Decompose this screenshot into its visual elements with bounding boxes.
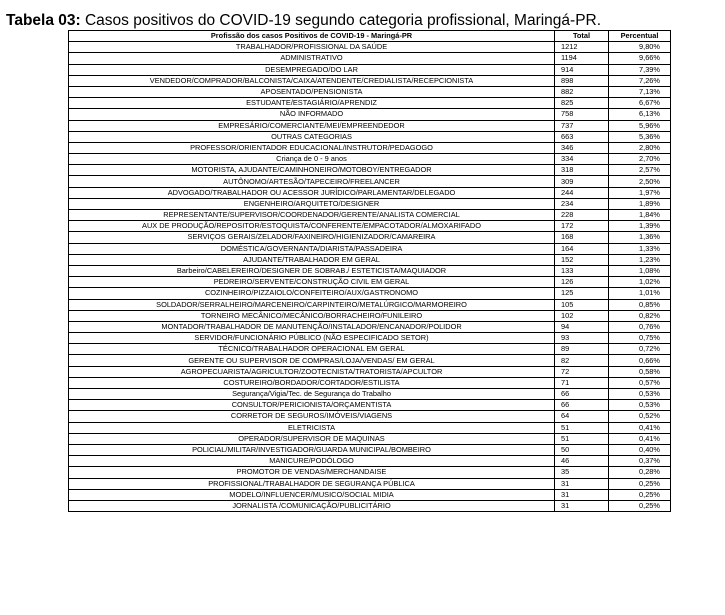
table-row (69, 355, 671, 366)
table-header-row (69, 31, 671, 42)
covid-cases-by-profession-table (68, 30, 671, 512)
table-row (69, 187, 671, 198)
total-cell: 758 (555, 109, 609, 120)
table-row (69, 109, 671, 120)
percent-cell: 7,26% (609, 75, 671, 86)
table-row (69, 98, 671, 109)
table-row (69, 288, 671, 299)
table-row (69, 64, 671, 75)
table-row (69, 232, 671, 243)
percent-cell: 9,80% (609, 42, 671, 53)
percent-cell: 0,72% (609, 344, 671, 355)
percent-cell: 9,66% (609, 53, 671, 64)
total-cell: 105 (555, 299, 609, 310)
profession-cell: TRABALHADOR/PROFISSIONAL DA SAÚDE (69, 42, 555, 53)
table-row (69, 254, 671, 265)
table-row (69, 198, 671, 209)
profession-cell: CORRETOR DE SEGUROS/IMÓVEIS/VIAGENS (69, 411, 555, 422)
table-row (69, 377, 671, 388)
total-cell: 71 (555, 377, 609, 388)
total-cell: 234 (555, 198, 609, 209)
percent-cell: 6,67% (609, 98, 671, 109)
profession-cell: MONTADOR/TRABALHADOR DE MANUTENÇÃO/INSTALADOR/ENCANADOR/POLIDOR (69, 321, 555, 332)
profession-cell: SERVIÇOS GERAIS/ZELADOR/FAXINEIRO/HIGIENIZADOR/CAMAREIRA (69, 232, 555, 243)
percent-cell: 0,53% (609, 400, 671, 411)
profession-cell: AJUDANTE/TRABALHADOR EM GERAL (69, 254, 555, 265)
table-row (69, 42, 671, 53)
profession-cell: AUX DE PRODUÇÃO/REPOSITOR/ESTOQUISTA/CONFERENTE/EMPACOTADOR/ALMOXARIFADO (69, 221, 555, 232)
table-row (69, 176, 671, 187)
table-row (69, 165, 671, 176)
table-row (69, 422, 671, 433)
table-row (69, 299, 671, 310)
profession-cell: Segurança/Vigia/Tec. de Segurança do Trabalho (69, 389, 555, 400)
percent-cell: 0,82% (609, 310, 671, 321)
total-cell: 914 (555, 64, 609, 75)
profession-cell: COSTUREIRO/BORDADOR/CORTADOR/ESTILISTA (69, 377, 555, 388)
total-cell: 125 (555, 288, 609, 299)
total-cell: 50 (555, 444, 609, 455)
percent-cell: 0,53% (609, 389, 671, 400)
total-cell: 46 (555, 456, 609, 467)
percent-cell: 0,85% (609, 299, 671, 310)
profession-cell: ENGENHEIRO/ARQUITETO/DESIGNER (69, 198, 555, 209)
total-cell: 737 (555, 120, 609, 131)
table-row (69, 142, 671, 153)
table-row (69, 467, 671, 478)
percent-cell: 1,97% (609, 187, 671, 198)
table-row (69, 277, 671, 288)
total-cell: 72 (555, 366, 609, 377)
total-cell: 94 (555, 321, 609, 332)
profession-cell: PROMOTOR DE VENDAS/MERCHANDAISE (69, 467, 555, 478)
table-row (69, 221, 671, 232)
profession-cell: AUTÔNOMO/ARTESÃO/TAPECEIRO/FREELANCER (69, 176, 555, 187)
table-title: Casos positivos do COVID-19 segundo categoria profissional, Maringá-PR. (80, 12, 602, 29)
table-row (69, 489, 671, 500)
percent-cell: 1,08% (609, 265, 671, 276)
table-row (69, 444, 671, 455)
total-cell: 133 (555, 265, 609, 276)
percent-cell: 0,41% (609, 433, 671, 444)
table-row (69, 344, 671, 355)
profession-cell: PEDREIRO/SERVENTE/CONSTRUÇÃO CIVIL EM GERAL (69, 277, 555, 288)
total-cell: 31 (555, 489, 609, 500)
table-row (69, 86, 671, 97)
total-cell: 89 (555, 344, 609, 355)
total-cell: 51 (555, 433, 609, 444)
percent-cell: 1,33% (609, 243, 671, 254)
total-cell: 1212 (555, 42, 609, 53)
percent-cell: 5,96% (609, 120, 671, 131)
total-cell: 152 (555, 254, 609, 265)
percent-cell: 1,02% (609, 277, 671, 288)
percent-cell: 2,50% (609, 176, 671, 187)
header-percent: Percentual (609, 31, 671, 42)
table-row (69, 456, 671, 467)
profession-cell: SOLDADOR/SERRALHEIRO/MARCENEIRO/CARPINTEIRO/METALÚRGICO/MARMOREIRO (69, 299, 555, 310)
table-row (69, 265, 671, 276)
total-cell: 663 (555, 131, 609, 142)
profession-cell: MANICURE/PODÓLOGO (69, 456, 555, 467)
table-body (69, 42, 671, 512)
profession-cell: ESTUDANTE/ESTAGIÁRIO/APRENDIZ (69, 98, 555, 109)
percent-cell: 0,25% (609, 489, 671, 500)
total-cell: 346 (555, 142, 609, 153)
profession-cell: TORNEIRO MECÂNICO/MECÂNICO/BORRACHEIRO/FUNILEIRO (69, 310, 555, 321)
total-cell: 334 (555, 154, 609, 165)
profession-cell: VENDEDOR/COMPRADOR/BALCONISTA/CAIXA/ATENDENTE/CREDIALISTA/RECEPCIONISTA (69, 75, 555, 86)
percent-cell: 0,40% (609, 444, 671, 455)
percent-cell: 0,52% (609, 411, 671, 422)
percent-cell: 0,66% (609, 355, 671, 366)
table-row (69, 210, 671, 221)
profession-cell: OPERADOR/SUPERVISOR DE MAQUINAS (69, 433, 555, 444)
profession-cell: JORNALISTA /COMUNICAÇÃO/PUBLICITÁRIO (69, 500, 555, 511)
percent-cell: 0,37% (609, 456, 671, 467)
total-cell: 64 (555, 411, 609, 422)
total-cell: 825 (555, 98, 609, 109)
table-row (69, 400, 671, 411)
total-cell: 882 (555, 86, 609, 97)
total-cell: 1194 (555, 53, 609, 64)
total-cell: 172 (555, 221, 609, 232)
profession-cell: MODELO/INFLUENCER/MUSICO/SOCIAL MIDIA (69, 489, 555, 500)
table-row (69, 389, 671, 400)
percent-cell: 0,28% (609, 467, 671, 478)
profession-cell: DESEMPREGADO/DO LAR (69, 64, 555, 75)
total-cell: 168 (555, 232, 609, 243)
table-row (69, 500, 671, 511)
percent-cell: 1,36% (609, 232, 671, 243)
table-row (69, 321, 671, 332)
percent-cell: 6,13% (609, 109, 671, 120)
table-row (69, 154, 671, 165)
percent-cell: 7,13% (609, 86, 671, 97)
table-row (69, 411, 671, 422)
header-profession: Profissão dos casos Positivos de COVID-19 - Maringá-PR (69, 31, 555, 42)
profession-cell: POLICIAL/MILITAR/INVESTIGADOR/GUARDA MUNICIPAL/BOMBEIRO (69, 444, 555, 455)
table-row (69, 75, 671, 86)
profession-cell: OUTRAS CATEGORIAS (69, 131, 555, 142)
table-row (69, 433, 671, 444)
total-cell: 31 (555, 500, 609, 511)
table-row (69, 131, 671, 142)
profession-cell: MOTORISTA, AJUDANTE/CAMINHONEIRO/MOTOBOY/ENTREGADOR (69, 165, 555, 176)
total-cell: 898 (555, 75, 609, 86)
percent-cell: 0,57% (609, 377, 671, 388)
profession-cell: AGROPECUARISTA/AGRICULTOR/ZOOTECNISTA/TRATORISTA/APCULTOR (69, 366, 555, 377)
table-row (69, 478, 671, 489)
percent-cell: 2,80% (609, 142, 671, 153)
percent-cell: 5,36% (609, 131, 671, 142)
total-cell: 66 (555, 389, 609, 400)
total-cell: 318 (555, 165, 609, 176)
total-cell: 31 (555, 478, 609, 489)
profession-cell: ADVOGADO/TRABALHADOR OU ACESSOR JURÍDICO/PARLAMENTAR/DELEGADO (69, 187, 555, 198)
profession-cell: GERENTE OU SUPERVISOR DE COMPRAS/LOJA/VENDAS/ EM GERAL (69, 355, 555, 366)
profession-cell: CONSULTOR/PERICIONISTA/ORÇAMENTISTA (69, 400, 555, 411)
percent-cell: 1,84% (609, 210, 671, 221)
percent-cell: 1,01% (609, 288, 671, 299)
total-cell: 51 (555, 422, 609, 433)
total-cell: 93 (555, 333, 609, 344)
table-row (69, 310, 671, 321)
percent-cell: 0,25% (609, 500, 671, 511)
profession-cell: EMPRESÁRIO/COMERCIANTE/MEI/EMPREENDEDOR (69, 120, 555, 131)
total-cell: 35 (555, 467, 609, 478)
profession-cell: ELETRICISTA (69, 422, 555, 433)
table-row (69, 120, 671, 131)
profession-cell: TÉCNICO/TRABALHADOR OPERACIONAL EM GERAL (69, 344, 555, 355)
profession-cell: REPRESENTANTE/SUPERVISOR/COORDENADOR/GERENTE/ANALISTA COMERCIAL (69, 210, 555, 221)
profession-cell: COZINHEIRO/PIZZAIOLO/CONFEITEIRO/AUX/GASTRONOMO (69, 288, 555, 299)
total-cell: 228 (555, 210, 609, 221)
percent-cell: 0,41% (609, 422, 671, 433)
profession-cell: ADMINISTRATIVO (69, 53, 555, 64)
profession-cell: Criança de 0 - 9 anos (69, 154, 555, 165)
percent-cell: 2,70% (609, 154, 671, 165)
percent-cell: 0,76% (609, 321, 671, 332)
header-total: Total (555, 31, 609, 42)
percent-cell: 7,39% (609, 64, 671, 75)
percent-cell: 2,57% (609, 165, 671, 176)
table-number: Tabela 03: (6, 12, 81, 29)
total-cell: 66 (555, 400, 609, 411)
total-cell: 309 (555, 176, 609, 187)
table-caption (6, 12, 601, 30)
percent-cell: 0,25% (609, 478, 671, 489)
profession-cell: NÃO INFORMADO (69, 109, 555, 120)
profession-cell: PROFISSIONAL/TRABALHADOR DE SEGURANÇA PÚBLICA (69, 478, 555, 489)
total-cell: 126 (555, 277, 609, 288)
percent-cell: 1,23% (609, 254, 671, 265)
total-cell: 244 (555, 187, 609, 198)
table-row (69, 366, 671, 377)
table-row (69, 243, 671, 254)
profession-cell: PROFESSOR/ORIENTADOR EDUCACIONAL/INSTRUTOR/PEDAGOGO (69, 142, 555, 153)
total-cell: 164 (555, 243, 609, 254)
profession-cell: DOMÉSTICA/GOVERNANTA/DIARISTA/PASSADEIRA (69, 243, 555, 254)
table-row (69, 53, 671, 64)
profession-cell: SERVIDOR/FUNCIONÁRIO PÚBLICO (NÃO ESPECIFICADO SETOR) (69, 333, 555, 344)
percent-cell: 1,39% (609, 221, 671, 232)
profession-cell: Barbeiro/CABELEREIRO/DESIGNER DE SOBRAB./ ESTETICISTA/MAQUIADOR (69, 265, 555, 276)
table-row (69, 333, 671, 344)
total-cell: 102 (555, 310, 609, 321)
profession-cell: APOSENTADO/PENSIONISTA (69, 86, 555, 97)
percent-cell: 0,58% (609, 366, 671, 377)
percent-cell: 1,89% (609, 198, 671, 209)
total-cell: 82 (555, 355, 609, 366)
percent-cell: 0,75% (609, 333, 671, 344)
